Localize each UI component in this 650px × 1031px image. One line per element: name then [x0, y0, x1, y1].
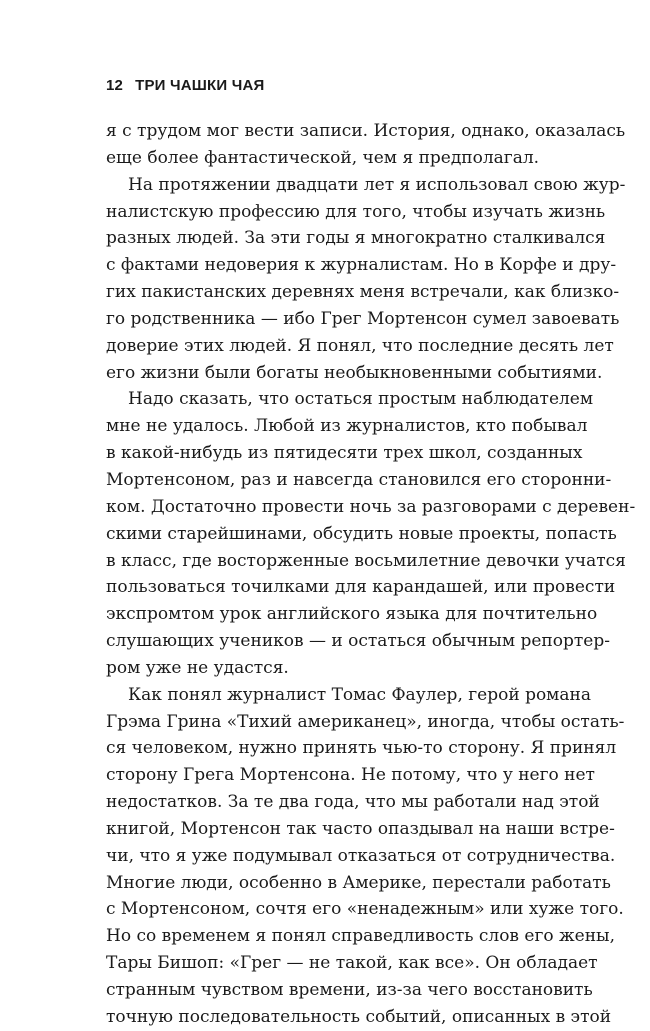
text-line: налистскую профессию для того, чтобы изучать жизнь [106, 201, 606, 222]
text-line: доверие этих людей. Я понял, что последние десять лет [106, 335, 614, 356]
text-line: еще более фантастической, чем я предполагал. [106, 147, 540, 168]
text-line: Мортенсоном, раз и навсегда становился его сторонни- [106, 469, 612, 490]
text-line: На протяжении двадцати лет я использовал свою жур- [128, 174, 626, 195]
text-line: гих пакистанских деревнях меня встречали, как близко- [106, 282, 620, 303]
text-line: го родственника — ибо Грег Мортенсон сумел завоевать [106, 308, 620, 329]
text-line: ром уже не удастся. [106, 657, 289, 678]
text-line: сторону Грега Мортенсона. Не потому, что у него нет [106, 765, 595, 786]
text-line: с фактами недоверия к журналистам. Но в Корфе и дру- [106, 255, 617, 276]
text-line: Но со временем я понял справедливость слов его жены, [106, 926, 615, 947]
running-header [106, 77, 265, 94]
book-title: ТРИ ЧАШКИ ЧАЯ [135, 77, 265, 94]
text-line: в класс, где восторженные восьмилетние девочки учатся [106, 550, 626, 571]
text-line: слушающих учеников — и остаться обычным репортер- [106, 631, 610, 652]
text-line: недостатков. За те два года, что мы работали над этой [106, 792, 600, 813]
text-line: экспромтом урок английского языка для почтительно [106, 604, 598, 625]
text-line: Как понял журналист Томас Фаулер, герой романа [128, 684, 592, 705]
text-line: мне не удалось. Любой из журналистов, кто побывал [106, 416, 588, 437]
body-text [106, 118, 636, 1031]
text-line: его жизни были богаты необыкновенными событиями. [106, 362, 603, 383]
text-line: в какой-нибудь из пятидесяти трех школ, созданных [106, 443, 583, 464]
text-line: с Мортенсоном, сочтя его «ненадежным» или хуже того. [106, 899, 624, 920]
text-line: ся человеком, нужно принять чью-то сторону. Я принял [106, 738, 617, 759]
text-line: разных людей. За эти годы я многократно сталкивался [106, 228, 606, 249]
text-line: скими старейшинами, обсудить новые проекты, попасть [106, 523, 617, 544]
text-line: Надо сказать, что остаться простым наблюдателем [128, 389, 594, 410]
text-line: странным чувством времени, из-за чего восстановить [106, 980, 593, 1000]
text-line: ком. Достаточно провести ночь за разговорами с деревен- [106, 496, 636, 517]
page-number: 12 [106, 77, 124, 94]
text-line: Грэма Грина «Тихий американец», иногда, чтобы остать- [106, 711, 625, 732]
text-line: пользоваться точилками для карандашей, или провести [106, 577, 616, 598]
text-line: я с трудом мог вести записи. История, однако, оказалась [106, 121, 626, 141]
text-line: Тары Бишоп: «Грег — не такой, как все». Он обладает [106, 953, 598, 974]
text-line: точную последовательность событий, описанных в этой [106, 1006, 612, 1027]
text-line: Многие люди, особенно в Америке, перестали работать [106, 872, 611, 893]
text-line: чи, что я уже подумывал отказаться от сотрудничества. [106, 845, 616, 866]
text-line: книгой, Мортенсон так часто опаздывал на наши встре- [106, 818, 615, 839]
